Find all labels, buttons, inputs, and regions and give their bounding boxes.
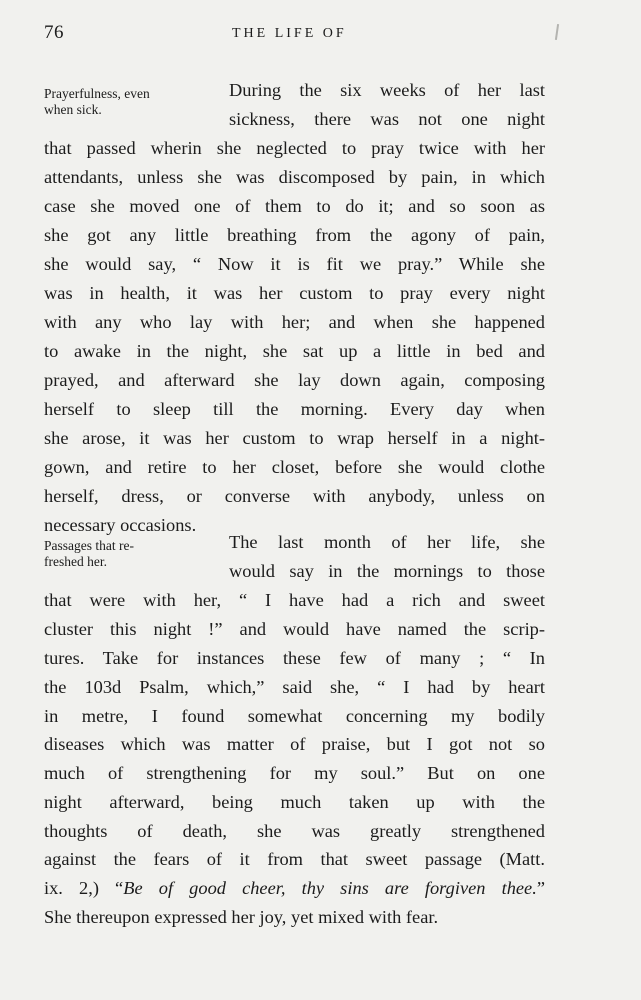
text-line: was in health, it was her custom to pray every night [44, 283, 545, 303]
text-line: case she moved one of them to do it; and so soon as [44, 196, 545, 216]
text-line: diseases which was matter of praise, but I got not so [44, 734, 545, 754]
text-line: herself to sleep till the morning. Every day when [44, 399, 545, 419]
text-line: sickness, there was not one night [229, 109, 545, 129]
text-line: that were with her, “ I have had a rich and sweet [44, 590, 545, 610]
text-line: tures. Take for instances these few of many ; “ In [44, 648, 545, 668]
page-number: 76 [44, 22, 64, 43]
text-line: During the six weeks of her last [229, 80, 545, 100]
sidenote-prayerfulness [44, 86, 150, 118]
text-line: in metre, I found somewhat concerning my bodily [44, 706, 545, 726]
text-line: that passed wherin she neglected to pray twice with her [44, 138, 545, 158]
running-head [0, 22, 641, 46]
scripture-quote: Be of good cheer, thy sins are forgiven thee. [123, 878, 537, 898]
text-line: would say in the mornings to those [229, 561, 545, 581]
text-line: against the fears of it from that sweet passage (Matt. [44, 849, 545, 869]
text-line: The last month of her life, she [229, 532, 545, 552]
text-line: ix. 2,) “Be of good cheer, thy sins are forgiven thee.” [44, 878, 545, 898]
sidenote-line: freshed her. [44, 554, 107, 569]
text-line: night afterward, being much taken up with the [44, 792, 545, 812]
sidenote-line: Passages that re- [44, 538, 134, 553]
text-line: She thereupon expressed her joy, yet mixed with fear. [44, 907, 439, 927]
text-line: necessary occasions. [44, 515, 197, 535]
running-title: THE LIFE OF [232, 26, 347, 41]
text-line: much of strengthening for my soul.” But on one [44, 763, 545, 783]
sidenote-line: when sick. [44, 102, 102, 117]
text-line: thoughts of death, she was greatly strengthened [44, 821, 545, 841]
text-line: the 103d Psalm, which,” said she, “ I had by heart [44, 677, 545, 697]
text-line: with any who lay with her; and when she happened [44, 312, 545, 332]
text-line: she would say, “ Now it is fit we pray.” While she [44, 254, 545, 274]
text-line: to awake in the night, she sat up a little in bed and [44, 341, 545, 361]
text-line: attendants, unless she was discomposed by pain, in which [44, 167, 545, 187]
paragraph-prayerfulness [44, 76, 545, 546]
text-line: gown, and retire to her closet, before she would clothe [44, 457, 545, 477]
paragraph-passages [44, 528, 545, 932]
text-line: cluster this night !” and would have named the scrip- [44, 619, 545, 639]
text-line: herself, dress, or converse with anybody, unless on [44, 486, 545, 506]
text-line: she got any little breathing from the agony of pain, [44, 225, 545, 245]
text-line: she arose, it was her custom to wrap herself in a night- [44, 428, 545, 448]
sidenote-line: Prayerfulness, even [44, 86, 150, 101]
sidenote-passages [44, 538, 134, 570]
text-line: prayed, and afterward she lay down again, composing [44, 370, 545, 390]
